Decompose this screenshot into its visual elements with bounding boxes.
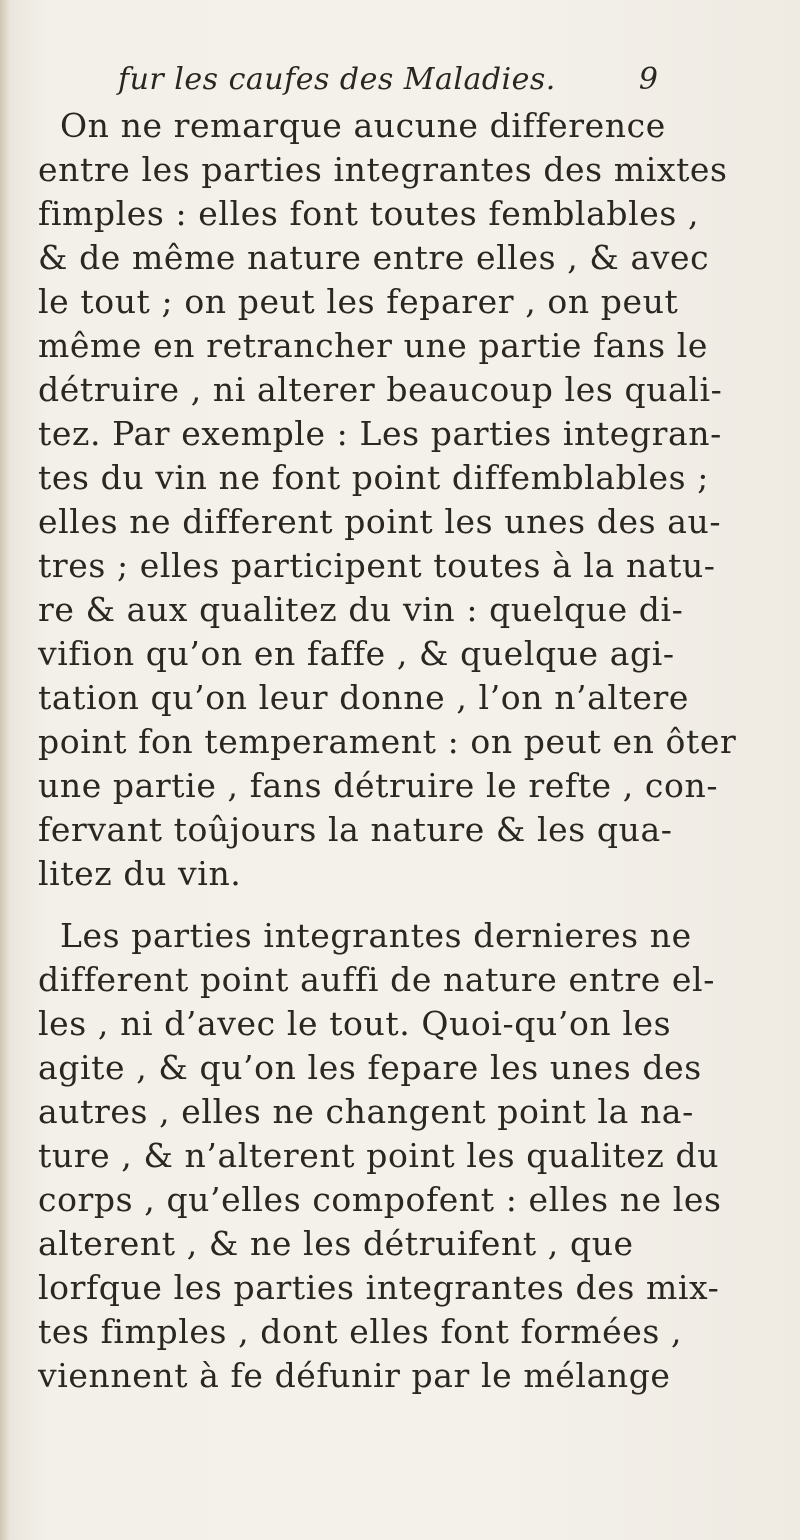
text-line: litez du vin. — [38, 854, 242, 893]
running-title: fur les caufes des Maladies. — [118, 62, 556, 97]
text-line: fimples : elles font toutes femblables , — [38, 194, 700, 233]
text-line: tres ; elles participent toutes à la natu- — [38, 546, 716, 585]
text-line: viennent à fe défunir par le mélange — [38, 1356, 671, 1395]
paragraph-spacer — [38, 896, 790, 914]
text-line: une partie , fans détruire le refte , con- — [38, 766, 719, 805]
paragraph-2 — [38, 914, 790, 1398]
text-line: alterent , & ne les détruifent , que — [38, 1224, 634, 1263]
text-line: le tout ; on peut les feparer , on peut — [38, 282, 679, 321]
text-line: Les parties integrantes dernieres ne — [60, 916, 692, 955]
page-binding-edge — [0, 0, 10, 1540]
text-line: re & aux qualitez du vin : quelque di- — [38, 590, 684, 629]
text-line: fervant toûjours la nature & les qua- — [38, 810, 673, 849]
text-line: vifion qu’on en faffe , & quelque agi- — [38, 634, 675, 673]
page-header — [118, 62, 658, 106]
text-line: détruire , ni alterer beaucoup les quali- — [38, 370, 723, 409]
text-line: & de même nature entre elles , & avec — [38, 238, 710, 277]
text-line: agite , & qu’on les fepare les unes des — [38, 1048, 702, 1087]
text-line: tes du vin ne font point diffemblables ; — [38, 458, 709, 497]
body-text — [38, 104, 790, 1398]
text-line: point fon temperament : on peut en ôter — [38, 722, 737, 761]
page-number: 9 — [638, 62, 658, 97]
paragraph-1 — [38, 104, 790, 896]
text-line: On ne remarque aucune difference — [60, 106, 666, 145]
text-line: different point auffi de nature entre el- — [38, 960, 715, 999]
text-line: corps , qu’elles compofent : elles ne les — [38, 1180, 722, 1219]
text-line: autres , elles ne changent point la na- — [38, 1092, 694, 1131]
text-line: même en retrancher une partie fans le — [38, 326, 708, 365]
text-line: tez. Par exemple : Les parties integran- — [38, 414, 722, 453]
text-line: tation qu’on leur donne , l’on n’altere — [38, 678, 690, 717]
text-line: les , ni d’avec le tout. Quoi-qu’on les — [38, 1004, 672, 1043]
text-line: ture , & n’alterent point les qualitez du — [38, 1136, 720, 1175]
text-line: tes fimples , dont elles font formées , — [38, 1312, 683, 1351]
text-line: elles ne different point les unes des au- — [38, 502, 722, 541]
text-line: lorfque les parties integrantes des mix- — [38, 1268, 720, 1307]
text-line: entre les parties integrantes des mixtes — [38, 150, 728, 189]
